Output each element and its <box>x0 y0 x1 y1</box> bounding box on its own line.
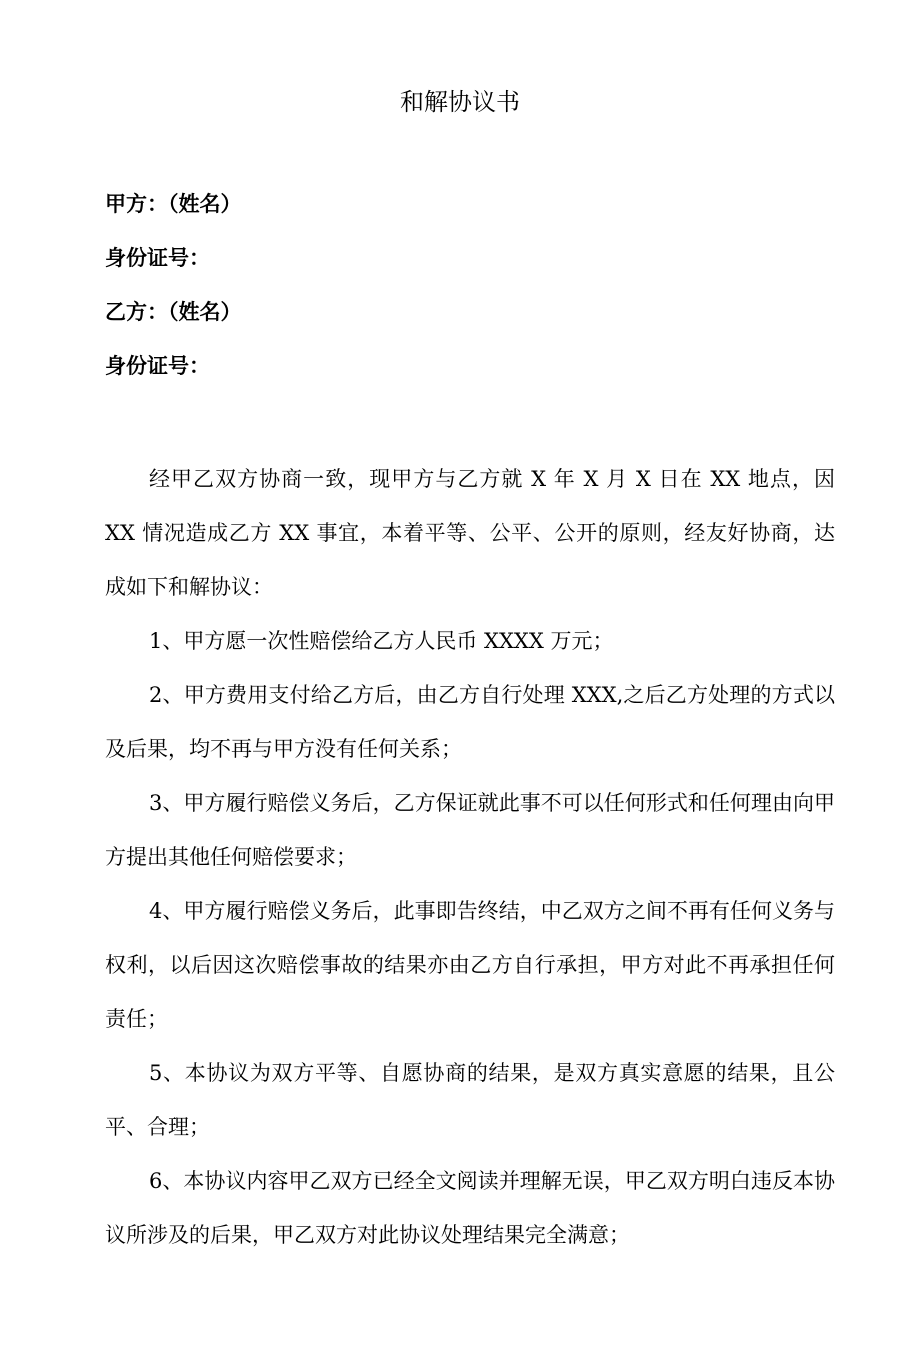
document-title: 和解协议书 <box>400 88 520 116</box>
party-info-block <box>105 186 825 402</box>
clause-4: 4、甲方履行赔偿义务后，此事即告终结，中乙双方之间不再有任何义务与权利，以后因这次赔偿事故的结果亦由乙方自行承担，甲方对此不再承担任何责任； <box>105 899 835 1031</box>
party-a-name-line: 甲方：（姓名） <box>105 191 242 216</box>
clause-2: 2、甲方费用支付给乙方后，由乙方自行处理 XXX,之后乙方处理的方式以及后果，均不再与甲方没有任何关系； <box>105 683 835 761</box>
party-a-id-line: 身份证号： <box>105 245 210 270</box>
clause-5: 5、本协议为双方平等、自愿协商的结果，是双方真实意愿的结果，且公平、合理； <box>105 1061 835 1139</box>
clause-1: 1、甲方愿一次性赔偿给乙方人民币 XXXX 万元； <box>149 629 614 653</box>
clause-3: 3、甲方履行赔偿义务后，乙方保证就此事不可以任何形式和任何理由向甲方提出其他任何赔偿要求； <box>105 791 835 869</box>
party-b-name-line: 乙方：（姓名） <box>105 299 242 324</box>
intro-paragraph: 经甲乙双方协商一致，现甲方与乙方就 X 年 X 月 X 日在 XX 地点，因 XX 情况造成乙方 XX 事宜，本着平等、公平、公开的原则，经友好协商，达成如下和解协议： <box>105 467 835 599</box>
party-b-id-line: 身份证号： <box>105 353 210 378</box>
agreement-body <box>105 452 835 1262</box>
clause-6: 6、本协议内容甲乙双方已经全文阅读并理解无误，甲乙双方明白违反本协议所涉及的后果，甲乙双方对此协议处理结果完全满意； <box>105 1169 835 1247</box>
